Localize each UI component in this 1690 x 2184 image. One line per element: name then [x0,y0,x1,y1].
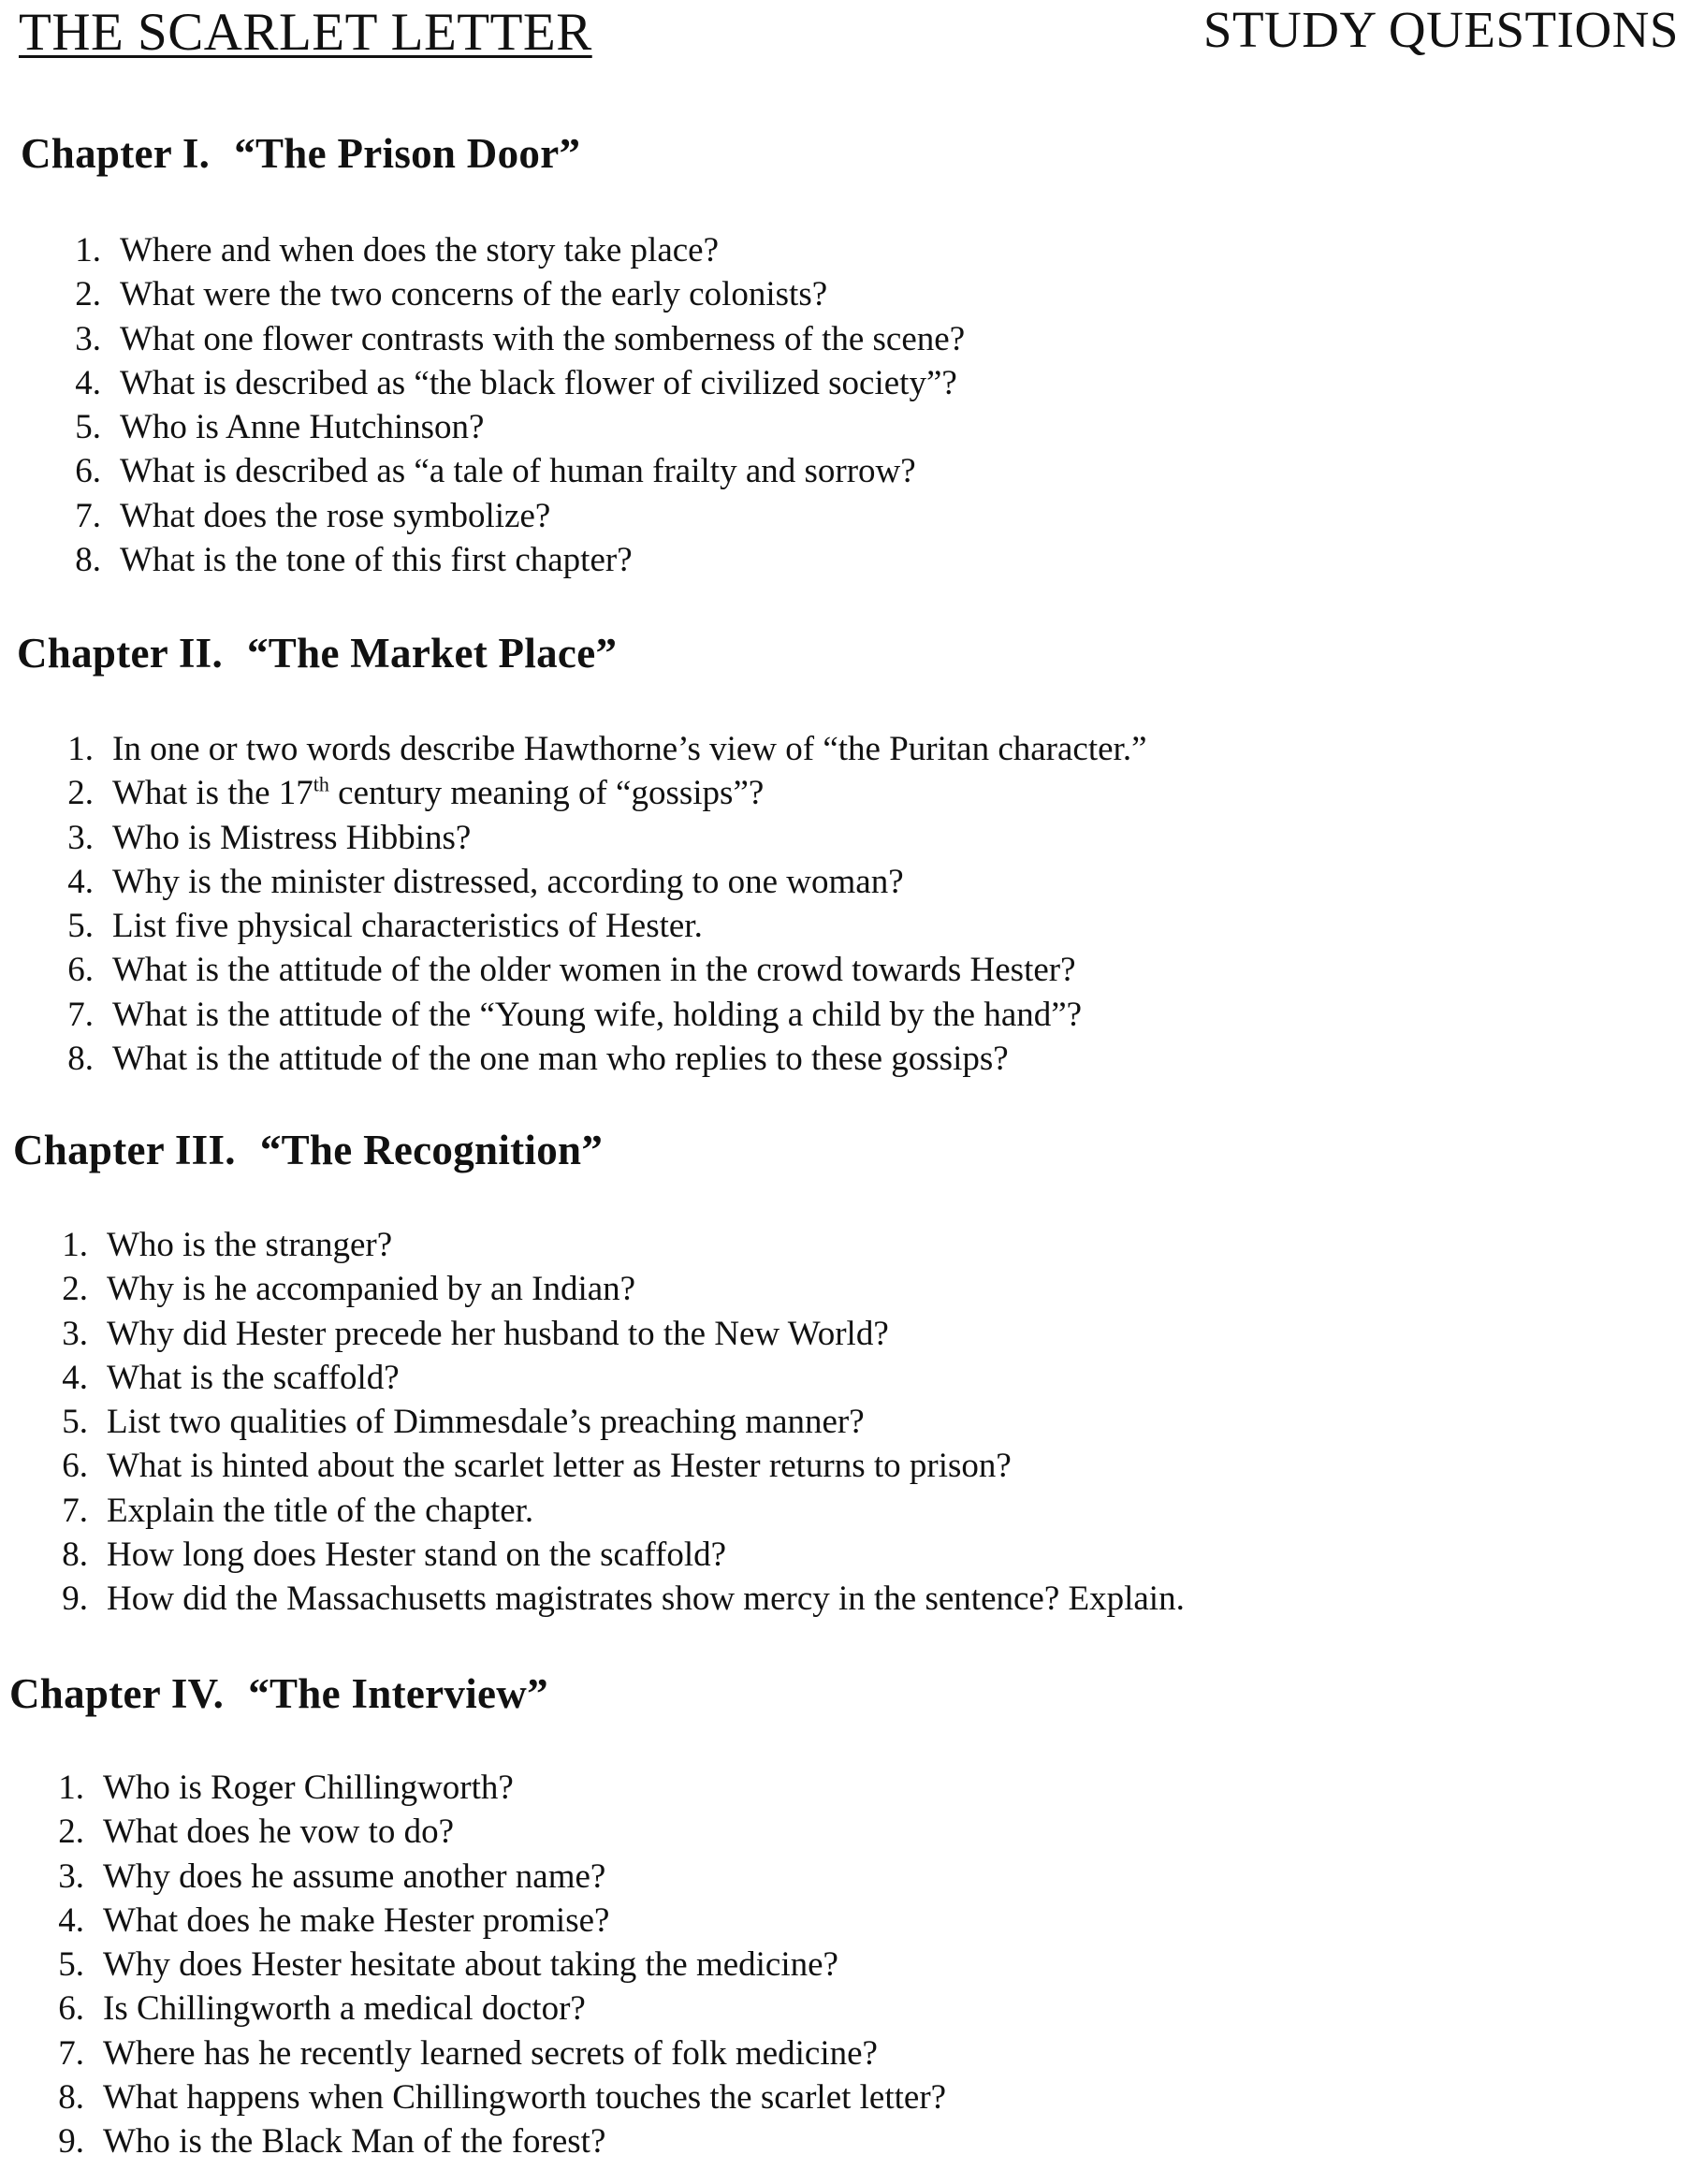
question-item [21,1400,1185,1444]
chapter-title: “The Interview” [248,1670,548,1717]
question-item [26,816,1147,860]
question-number: 4. [75,363,101,402]
question-item [17,1855,946,1899]
question-number: 5. [67,907,94,946]
question-number: 6. [75,452,101,491]
question-text: What is described as “a tale of human frailty and sorrow? [120,452,916,491]
question-text: How did the Massachusetts magistrates show mercy in the sentence? Explain. [107,1580,1185,1619]
question-item [21,1577,1185,1621]
question-text: Who is Mistress Hibbins? [112,818,472,857]
chapter-label: Chapter II. [17,630,223,677]
question-number: 7. [75,496,101,535]
question-number: 6. [62,1447,88,1486]
question-number: 8. [75,541,101,580]
question-item [34,449,965,493]
question-item [26,948,1147,992]
question-number: 8. [58,2078,84,2118]
question-number: 4. [58,1900,84,1940]
question-number: 1. [67,730,94,768]
question-text: What does he make Hester promise? [103,1900,610,1940]
question-text: What is the attitude of the one man who replies to these gossips? [112,1040,1009,1079]
chapter-4-heading [9,1669,548,1718]
question-text: Who is Roger Chillingworth? [103,1769,514,1807]
question-text: In one or two words describe Hawthorne’s view of “the Puritan character.” [112,730,1147,768]
question-number: 5. [62,1403,88,1442]
question-item [26,1037,1147,1081]
question-text: What is hinted about the scarlet letter as Hester returns to prison? [107,1447,1012,1486]
question-text: What is described as “the black flower of civilized society”? [120,363,957,402]
question-number: 6. [58,1989,84,2029]
chapter-2-heading [17,629,617,677]
question-text: What is the 17th century meaning of “gossips”? [112,772,765,813]
chapter-label: Chapter III. [13,1127,236,1173]
question-text: What is the attitude of the older women in the crowd towards Hester? [112,951,1076,990]
question-number: 2. [67,774,94,813]
question-number: 2. [58,1813,84,1852]
question-number: 1. [58,1769,84,1807]
question-text: Who is the Black Man of the forest? [103,2122,606,2162]
question-text: What is the attitude of the “Young wife, holding a child by the hand”? [112,995,1083,1034]
question-number: 9. [62,1580,88,1619]
chapter-3-questions [21,1223,1185,1622]
question-text: What were the two concerns of the early colonists? [120,275,828,314]
question-text: Why is he accompanied by an Indian? [107,1270,636,1309]
question-number: 9. [58,2122,84,2162]
question-item [34,317,965,361]
question-text: Explain the title of the chapter. [107,1491,534,1530]
question-number: 6. [67,951,94,990]
question-item [17,1810,946,1854]
question-number: 4. [62,1358,88,1397]
question-item [26,727,1147,771]
chapter-title: “The Prison Door” [234,130,581,177]
question-item [26,860,1147,904]
document-subtitle: STUDY QUESTIONS [1202,1,1679,58]
question-item [21,1267,1185,1311]
question-item [21,1312,1185,1356]
question-item [34,494,965,538]
question-text: What one flower contrasts with the somberness of the scene? [120,319,966,358]
question-number: 1. [62,1226,88,1264]
chapter-label: Chapter IV. [9,1670,225,1717]
question-number: 3. [58,1856,84,1896]
question-number: 2. [75,275,101,314]
question-text: List five physical characteristics of Hester. [112,907,703,946]
question-number: 8. [67,1040,94,1079]
question-number: 4. [67,862,94,901]
question-item [21,1223,1185,1267]
question-text: What does the rose symbolize? [120,496,551,535]
question-item [34,405,965,449]
chapter-label: Chapter I. [21,130,211,177]
question-item [21,1444,1185,1488]
question-number: 7. [62,1491,88,1530]
question-text: Is Chillingworth a medical doctor? [103,1989,586,2029]
question-item [26,771,1147,815]
question-number: 8. [62,1536,88,1575]
question-number: 7. [58,2033,84,2073]
question-item [34,538,965,582]
question-item [17,1899,946,1943]
question-item [21,1489,1185,1533]
question-text: What does he vow to do? [103,1813,455,1852]
question-number: 3. [67,818,94,857]
question-text: Why does he assume another name? [103,1856,606,1896]
question-number: 7. [67,995,94,1034]
question-item [17,2031,946,2075]
question-item [17,1766,946,1810]
chapter-title: “The Recognition” [259,1127,604,1173]
question-text: What happens when Chillingworth touches the scarlet letter? [103,2078,947,2118]
question-item [34,272,965,316]
question-number: 5. [75,408,101,447]
question-text: Who is the stranger? [107,1226,393,1264]
question-text: Why is the minister distressed, according to one woman? [112,862,904,901]
question-text: Who is Anne Hutchinson? [120,408,485,447]
question-item [17,2119,946,2163]
question-number: 3. [75,319,101,358]
question-item [26,904,1147,948]
question-item [21,1533,1185,1577]
question-number: 2. [62,1270,88,1309]
chapter-1-questions [34,228,965,582]
question-number: 1. [75,231,101,269]
question-item [17,2075,946,2119]
question-text: What is the scaffold? [107,1358,400,1397]
chapter-2-questions [26,727,1147,1081]
question-item [17,1987,946,2031]
document-title: THE SCARLET LETTER [19,3,592,62]
chapter-title: “The Market Place” [247,630,618,677]
question-item [26,993,1147,1037]
question-number: 5. [58,1945,84,1985]
question-item [17,1943,946,1987]
question-text: Where and when does the story take place? [120,231,720,269]
question-text: Why does Hester hesitate about taking the medicine? [103,1945,838,1985]
chapter-3-heading [13,1126,603,1174]
question-item [21,1356,1185,1400]
question-text: List two qualities of Dimmesdale’s preaching manner? [107,1403,865,1442]
question-text: How long does Hester stand on the scaffold? [107,1536,727,1575]
question-text: Why did Hester precede her husband to the New World? [107,1314,889,1353]
chapter-4-questions [17,1766,946,2164]
question-item [34,361,965,405]
question-item [34,228,965,272]
question-text: Where has he recently learned secrets of folk medicine? [103,2033,878,2073]
question-text: What is the tone of this first chapter? [120,541,633,580]
question-number: 3. [62,1314,88,1353]
chapter-1-heading [21,129,580,178]
